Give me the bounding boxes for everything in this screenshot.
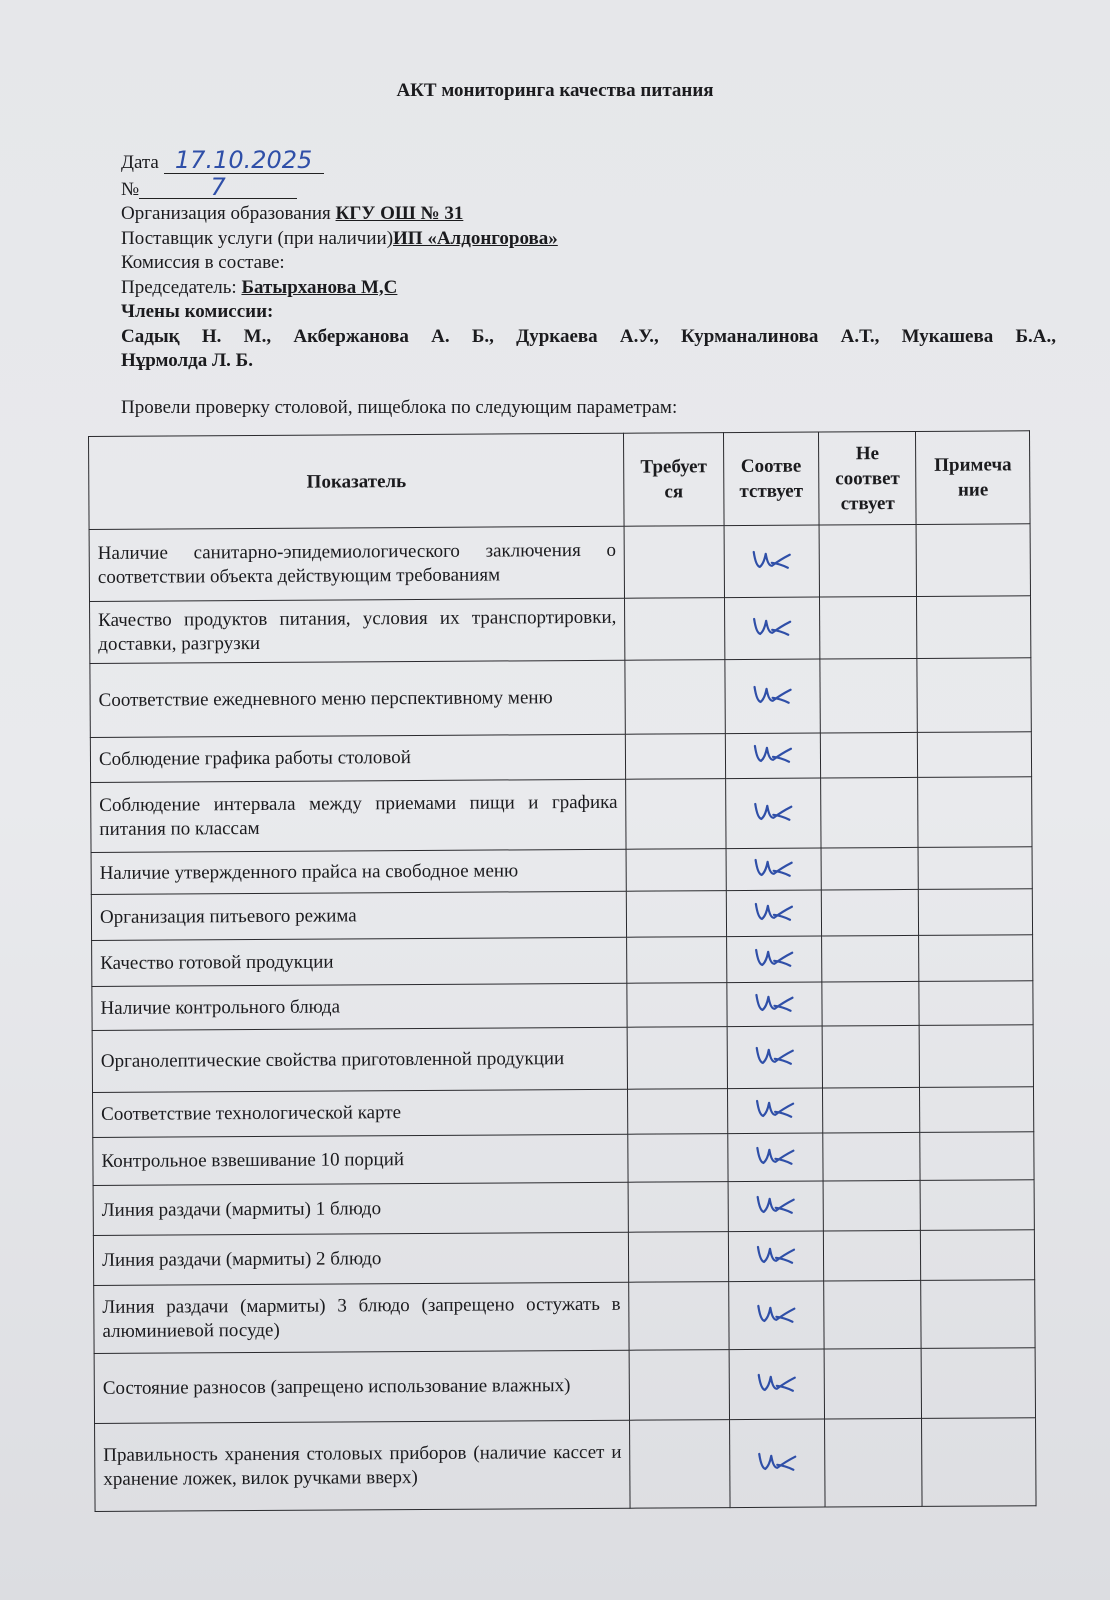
indicator-cell: Наличие контрольного блюда xyxy=(92,983,628,1030)
indicator-cell: Линия раздачи (мармиты) 2 блюдо xyxy=(93,1232,629,1285)
complies-cell xyxy=(724,525,820,598)
indicator-cell: Организация питьевого режима xyxy=(91,891,627,940)
note-cell xyxy=(919,889,1033,936)
note-cell xyxy=(918,777,1032,848)
header-required: Требует ся xyxy=(624,433,724,527)
complies-cell xyxy=(726,848,822,891)
complies-cell xyxy=(727,1088,823,1134)
indicator-cell: Качество продуктов питания, условия их транспортировки, доставки, разгрузки xyxy=(90,598,626,663)
indicator-cell: Линия раздачи (мармиты) 3 блюдо (запрещено остужать в алюминиевой посуде) xyxy=(94,1282,630,1353)
table-row xyxy=(93,1087,1034,1138)
not-complies-cell xyxy=(821,847,919,890)
complies-cell xyxy=(729,1419,825,1508)
supplier-label: Поставщик услуги (при наличии) xyxy=(121,227,394,249)
handwritten-check-icon xyxy=(753,1141,797,1167)
indicator-cell: Соблюдение интервала между приемами пищи и графика питания по классам xyxy=(91,779,627,852)
complies-cell xyxy=(727,1133,823,1182)
required-cell xyxy=(628,1182,728,1233)
date-line xyxy=(121,148,1056,176)
not-complies-cell xyxy=(824,1280,922,1349)
not-complies-cell xyxy=(820,658,918,733)
table-row xyxy=(90,658,1031,738)
handwritten-check-icon xyxy=(755,1368,799,1394)
organization-value: КГУ ОШ № 31 xyxy=(335,203,464,224)
handwritten-check-icon xyxy=(754,1240,798,1266)
not-complies-cell xyxy=(822,935,920,982)
required-cell xyxy=(626,779,726,850)
indicator-cell: Состояние разносов (запрещено использование влажных) xyxy=(94,1350,630,1423)
complies-cell xyxy=(725,659,821,734)
table-row xyxy=(92,981,1033,1031)
note-cell xyxy=(918,732,1032,778)
complies-cell xyxy=(727,1026,823,1089)
handwritten-check-icon xyxy=(752,943,796,969)
table-row xyxy=(90,596,1031,664)
chairman-label: Председатель: xyxy=(121,276,237,298)
table-row xyxy=(91,889,1032,941)
complies-cell xyxy=(728,1281,824,1350)
handwritten-check-icon xyxy=(754,1299,798,1325)
indicator-cell: Органолептические свойства приготовленной продукции xyxy=(92,1027,628,1092)
not-complies-cell xyxy=(824,1348,922,1419)
handwritten-check-icon xyxy=(753,1041,797,1067)
indicator-cell: Правильность хранения столовых приборов (наличие кассет и хранение ложек, вилок ручками вверх) xyxy=(95,1420,631,1511)
not-complies-cell xyxy=(825,1418,923,1507)
table-header-row xyxy=(89,431,1031,530)
table-row xyxy=(92,935,1033,987)
handwritten-check-icon xyxy=(751,740,795,766)
note-cell xyxy=(921,1230,1035,1281)
note-cell xyxy=(920,1132,1034,1181)
members-line-1: Садық Н. М., Акбержанова А. Б., Дуркаева А.У., Курманалинова А.Т., Мукашева Б.А., xyxy=(121,325,1056,347)
required-cell xyxy=(626,734,726,780)
complies-cell xyxy=(729,1349,825,1420)
members-label: Члены комиссии: xyxy=(121,301,274,322)
table-row xyxy=(95,1418,1037,1512)
required-cell xyxy=(629,1282,729,1351)
chairman-value: Батырханова М,С xyxy=(241,276,398,298)
handwritten-check-icon xyxy=(753,1190,797,1216)
handwritten-check-icon xyxy=(750,612,794,638)
required-cell xyxy=(625,660,725,735)
table-row xyxy=(93,1230,1034,1286)
complies-cell xyxy=(728,1181,824,1232)
note-cell xyxy=(919,847,1033,890)
table-row xyxy=(94,1280,1035,1354)
monitoring-table xyxy=(88,430,1037,1512)
handwritten-check-icon xyxy=(753,1095,797,1121)
indicator-cell: Наличие утвержденного прайса на свободное меню xyxy=(91,849,627,894)
not-complies-cell xyxy=(823,1180,921,1231)
header-note: Примеча ние xyxy=(916,431,1030,525)
indicator-cell: Соответствие ежедневного меню перспективному меню xyxy=(90,660,626,737)
indicator-cell: Соблюдение графика работы столовой xyxy=(90,734,626,782)
document-title: АКТ мониторинга качества питания xyxy=(396,80,714,101)
not-complies-cell xyxy=(821,889,919,936)
indicator-cell: Качество готовой продукции xyxy=(92,937,628,986)
indicator-cell: Соответствие технологической карте xyxy=(93,1089,629,1137)
handwritten-check-icon xyxy=(750,680,794,706)
indicator-cell: Линия раздачи (мармиты) 1 блюдо xyxy=(93,1182,629,1235)
number-line xyxy=(121,172,1056,203)
required-cell xyxy=(626,849,726,892)
date-value: 17.10.2025 xyxy=(164,148,324,174)
header-not-complies: Не соответ ствует xyxy=(819,431,917,525)
note-cell xyxy=(921,1180,1035,1231)
note-cell xyxy=(922,1348,1036,1419)
table-row xyxy=(90,732,1031,783)
commission-label: Комиссия в составе: xyxy=(121,252,285,273)
date-label: Дата xyxy=(121,152,159,173)
handwritten-check-icon xyxy=(755,1447,799,1473)
handwritten-check-icon xyxy=(751,797,795,823)
complies-cell xyxy=(724,597,820,660)
note-cell xyxy=(919,935,1033,982)
not-complies-cell xyxy=(822,981,920,1026)
required-cell xyxy=(625,598,725,661)
complies-cell xyxy=(728,1231,824,1282)
required-cell xyxy=(627,891,727,938)
required-cell xyxy=(628,1134,728,1183)
handwritten-check-icon xyxy=(752,897,796,923)
required-cell xyxy=(629,1350,729,1421)
not-complies-cell xyxy=(823,1132,921,1181)
table-row xyxy=(89,524,1030,602)
organization-label: Организация образования xyxy=(121,203,331,224)
complies-cell xyxy=(726,936,822,983)
note-cell xyxy=(920,1087,1034,1133)
handwritten-check-icon xyxy=(750,545,794,571)
indicator-cell: Наличие санитарно-эпидемиологического заключения о соответствии объекта действующим требованиям xyxy=(89,526,625,601)
handwritten-check-icon xyxy=(752,988,796,1014)
table-row xyxy=(92,1025,1033,1093)
complies-cell xyxy=(725,733,821,779)
table-row xyxy=(91,847,1032,895)
required-cell xyxy=(630,1420,730,1509)
header-indicator: Показатель xyxy=(89,433,625,529)
note-cell xyxy=(917,658,1031,733)
not-complies-cell xyxy=(823,1230,921,1281)
number-label: № xyxy=(121,178,140,200)
required-cell xyxy=(627,937,727,984)
note-cell xyxy=(917,596,1031,659)
members-line-2: Нұрмолда Л. Б. xyxy=(121,350,253,371)
complies-cell xyxy=(727,982,823,1027)
act-info xyxy=(121,148,1056,420)
not-complies-cell xyxy=(820,596,918,659)
not-complies-cell xyxy=(822,1025,920,1088)
required-cell xyxy=(627,983,727,1028)
complies-cell xyxy=(725,778,821,849)
not-complies-cell xyxy=(819,524,917,597)
note-cell xyxy=(922,1418,1036,1507)
indicator-cell: Контрольное взвешивание 10 порций xyxy=(93,1134,629,1185)
number-value: 7 xyxy=(139,176,297,199)
note-cell xyxy=(917,524,1031,597)
note-cell xyxy=(919,981,1033,1026)
required-cell xyxy=(628,1089,728,1135)
complies-cell xyxy=(726,890,822,937)
organization-line xyxy=(121,202,1056,227)
table-row xyxy=(93,1132,1034,1186)
note-cell xyxy=(921,1280,1035,1349)
table-row xyxy=(94,1348,1035,1424)
chairman-line xyxy=(121,276,1056,301)
not-complies-cell xyxy=(821,777,919,848)
table-row xyxy=(91,777,1032,853)
intro-text: Провели проверку столовой, пищеблока по следующим параметрам: xyxy=(121,396,678,418)
handwritten-check-icon xyxy=(751,853,795,879)
supplier-value: ИП «Алдонгорова» xyxy=(393,227,558,249)
supplier-line xyxy=(121,227,1056,252)
required-cell xyxy=(624,526,724,599)
required-cell xyxy=(627,1027,727,1090)
not-complies-cell xyxy=(823,1087,921,1133)
header-complies: Соотве тствует xyxy=(723,432,819,526)
note-cell xyxy=(920,1025,1034,1088)
table-row xyxy=(93,1180,1034,1236)
required-cell xyxy=(629,1232,729,1283)
not-complies-cell xyxy=(820,732,918,778)
